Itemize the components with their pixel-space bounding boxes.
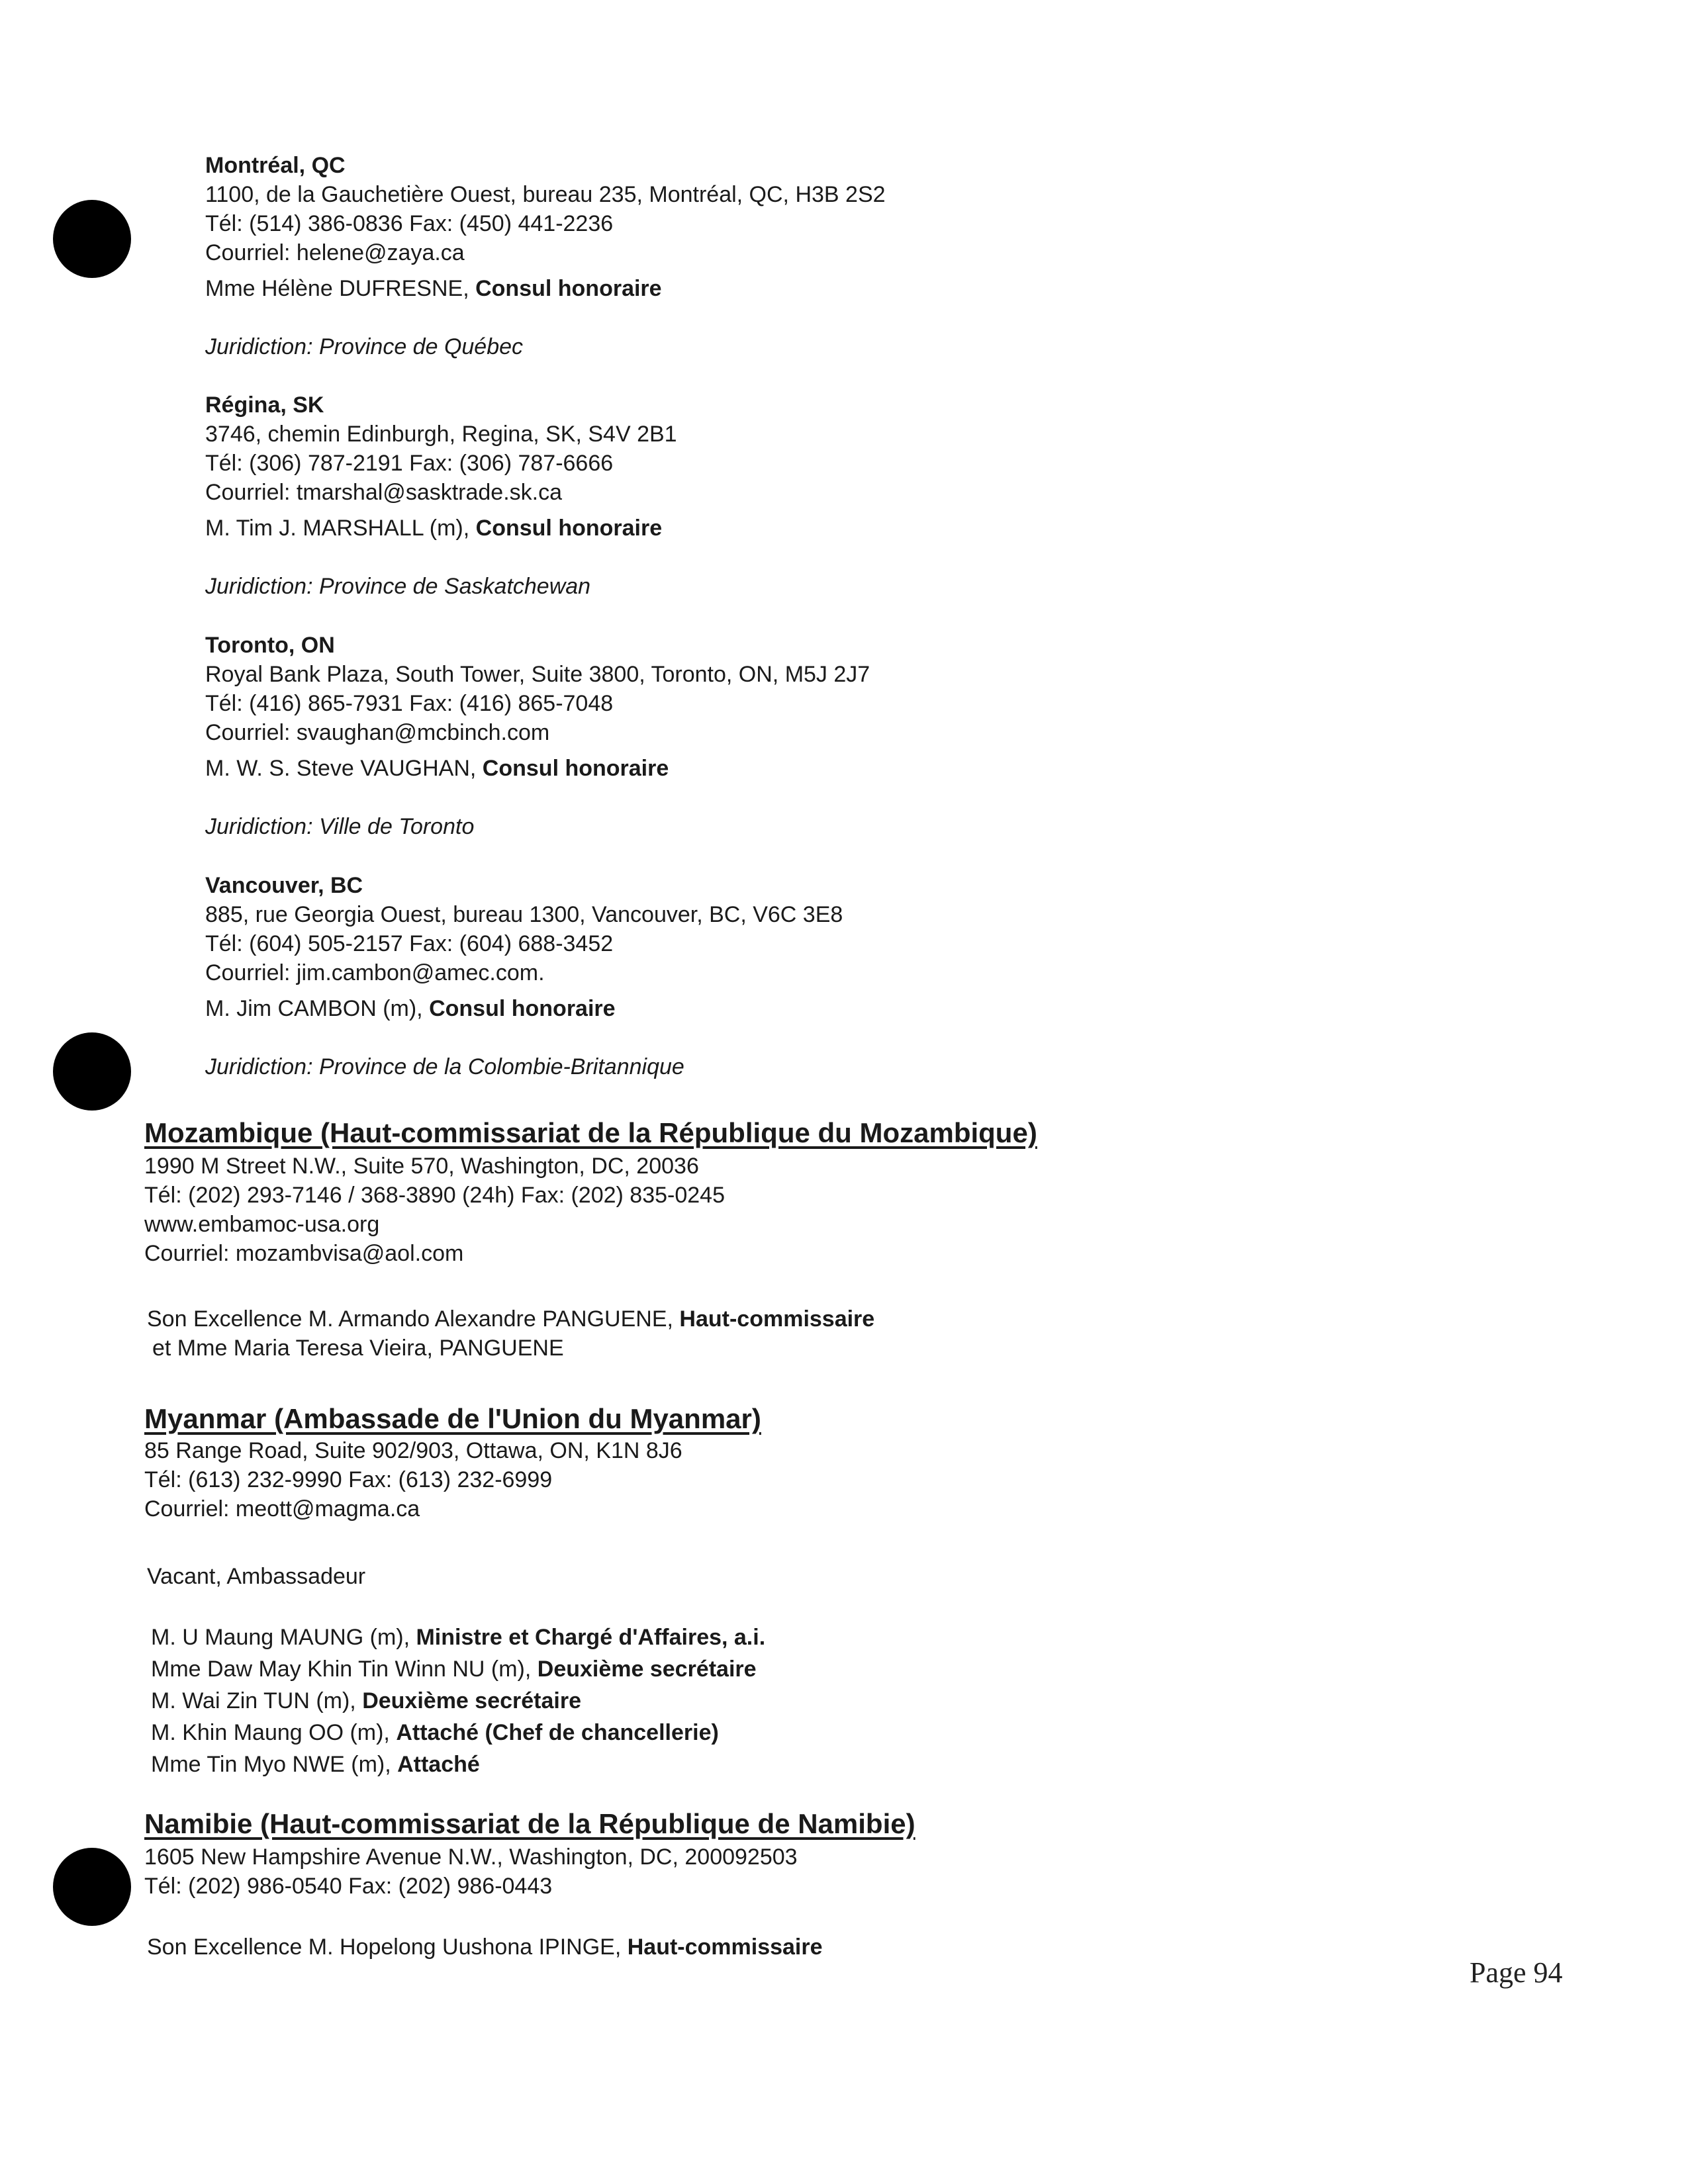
consulate-entry <box>205 390 677 601</box>
mozambique-website: www.embamoc-usa.org <box>144 1212 380 1237</box>
consul-person <box>205 514 677 543</box>
consul-person <box>205 754 870 783</box>
country-heading-myanmar: Myanmar (Ambassade de l'Union du Myanmar) <box>144 1403 761 1434</box>
consulate-entry <box>205 631 870 841</box>
namibie-head <box>147 1933 823 1962</box>
consulate-phone: Tél: (416) 865-7931 Fax: (416) 865-7048 <box>205 691 614 716</box>
punch-hole-top <box>53 200 131 278</box>
consul-name: M. W. S. Steve VAUGHAN, <box>205 756 483 781</box>
consulate-phone: Tél: (604) 505-2157 Fax: (604) 688-3452 <box>205 931 614 956</box>
consulate-address: 1100, de la Gauchetière Ouest, bureau 235, Montréal, QC, H3B 2S2 <box>205 182 886 207</box>
staff-name: Mme Tin Myo NWE (m), <box>151 1752 398 1777</box>
namibie-phone: Tél: (202) 986-0540 Fax: (202) 986-0443 <box>144 1874 553 1899</box>
namibie-address: 1605 New Hampshire Avenue N.W., Washington, DC, 200092503 <box>144 1844 798 1870</box>
mozambique-head-line <box>147 1304 874 1334</box>
consulate-city: Montréal, QC <box>205 153 346 178</box>
staff-name: Mme Daw May Khin Tin Winn NU (m), <box>151 1657 538 1682</box>
consulate-entry <box>205 151 886 361</box>
consul-title: Consul honoraire <box>429 996 616 1021</box>
consul-title: Consul honoraire <box>482 756 669 781</box>
consulate-phone: Tél: (306) 787-2191 Fax: (306) 787-6666 <box>205 451 614 476</box>
myanmar-staff-list <box>151 1621 765 1780</box>
mozambique-head-name: Son Excellence M. Armando Alexandre PANGUENE, <box>147 1306 680 1332</box>
page-number: Page 94 <box>1470 1956 1563 1989</box>
mozambique-email: Courriel: mozambvisa@aol.com <box>144 1241 464 1266</box>
punch-hole-bottom <box>53 1848 131 1926</box>
consulate-address: 3746, chemin Edinburgh, Regina, SK, S4V 2B1 <box>205 422 677 447</box>
punch-hole-middle <box>53 1032 131 1111</box>
staff-title: Deuxième secrétaire <box>537 1657 757 1682</box>
consulate-email: Courriel: helene@zaya.ca <box>205 240 465 265</box>
staff-title: Deuxième secrétaire <box>362 1688 581 1713</box>
consul-name: Mme Hélène DUFRESNE, <box>205 276 476 301</box>
consul-title: Consul honoraire <box>475 516 663 541</box>
staff-name: M. U Maung MAUNG (m), <box>151 1625 416 1650</box>
mozambique-head-title: Haut-commissaire <box>679 1306 875 1332</box>
consul-person <box>205 274 886 303</box>
namibie-contact <box>144 1843 798 1901</box>
staff-name: M. Wai Zin TUN (m), <box>151 1688 363 1713</box>
country-heading-namibie: Namibie (Haut-commissariat de la République de Namibie) <box>144 1808 915 1839</box>
namibie-head-title: Haut-commissaire <box>627 1934 823 1960</box>
mozambique-phone: Tél: (202) 293-7146 / 368-3890 (24h) Fax: (202) 835-0245 <box>144 1183 725 1208</box>
consulate-address: Royal Bank Plaza, South Tower, Suite 3800, Toronto, ON, M5J 2J7 <box>205 662 870 687</box>
consulate-phone: Tél: (514) 386-0836 Fax: (450) 441-2236 <box>205 211 614 236</box>
consulate-city: Toronto, ON <box>205 633 335 658</box>
consulate-email: Courriel: svaughan@mcbinch.com <box>205 720 550 745</box>
staff-row <box>151 1749 765 1780</box>
country-heading-mozambique: Mozambique (Haut-commissariat de la République du Mozambique) <box>144 1117 1037 1148</box>
staff-row <box>151 1621 765 1653</box>
myanmar-address: 85 Range Road, Suite 902/903, Ottawa, ON, K1N 8J6 <box>144 1438 682 1463</box>
consulate-email: Courriel: jim.cambon@amec.com. <box>205 960 545 985</box>
staff-row <box>151 1653 765 1685</box>
consul-name: M. Jim CAMBON (m), <box>205 996 430 1021</box>
consulate-address: 885, rue Georgia Ouest, bureau 1300, Vancouver, BC, V6C 3E8 <box>205 902 843 927</box>
mozambique-head <box>147 1304 874 1363</box>
namibie-head-line <box>147 1933 823 1962</box>
myanmar-email: Courriel: meott@magma.ca <box>144 1496 420 1522</box>
consulate-entry <box>205 871 843 1081</box>
consul-name: M. Tim J. MARSHALL (m), <box>205 516 476 541</box>
mozambique-contact <box>144 1152 725 1268</box>
namibie-head-name: Son Excellence M. Hopelong Uushona IPINGE, <box>147 1934 628 1960</box>
staff-name: M. Khin Maung OO (m), <box>151 1720 397 1745</box>
consul-person <box>205 994 843 1023</box>
myanmar-vacant: Vacant, Ambassadeur <box>147 1564 366 1589</box>
consulate-email: Courriel: tmarshal@sasktrade.sk.ca <box>205 480 563 505</box>
mozambique-address: 1990 M Street N.W., Suite 570, Washington, DC, 20036 <box>144 1154 699 1179</box>
consulate-jurisdiction: Juridiction: Ville de Toronto <box>205 814 475 839</box>
staff-row <box>151 1717 765 1749</box>
consulate-city: Régina, SK <box>205 392 324 418</box>
staff-row <box>151 1685 765 1717</box>
consulate-city: Vancouver, BC <box>205 873 363 898</box>
staff-title: Ministre et Chargé d'Affaires, a.i. <box>416 1625 766 1650</box>
consul-title: Consul honoraire <box>475 276 662 301</box>
myanmar-contact <box>144 1436 682 1524</box>
consulate-jurisdiction: Juridiction: Province de la Colombie-Britannique <box>205 1054 684 1079</box>
mozambique-spouse: et Mme Maria Teresa Vieira, PANGUENE <box>152 1336 564 1361</box>
staff-title: Attaché <box>397 1752 480 1777</box>
consulate-jurisdiction: Juridiction: Province de Saskatchewan <box>205 574 591 599</box>
consulate-jurisdiction: Juridiction: Province de Québec <box>205 334 524 359</box>
staff-title: Attaché (Chef de chancellerie) <box>396 1720 719 1745</box>
myanmar-phone: Tél: (613) 232-9990 Fax: (613) 232-6999 <box>144 1467 553 1492</box>
